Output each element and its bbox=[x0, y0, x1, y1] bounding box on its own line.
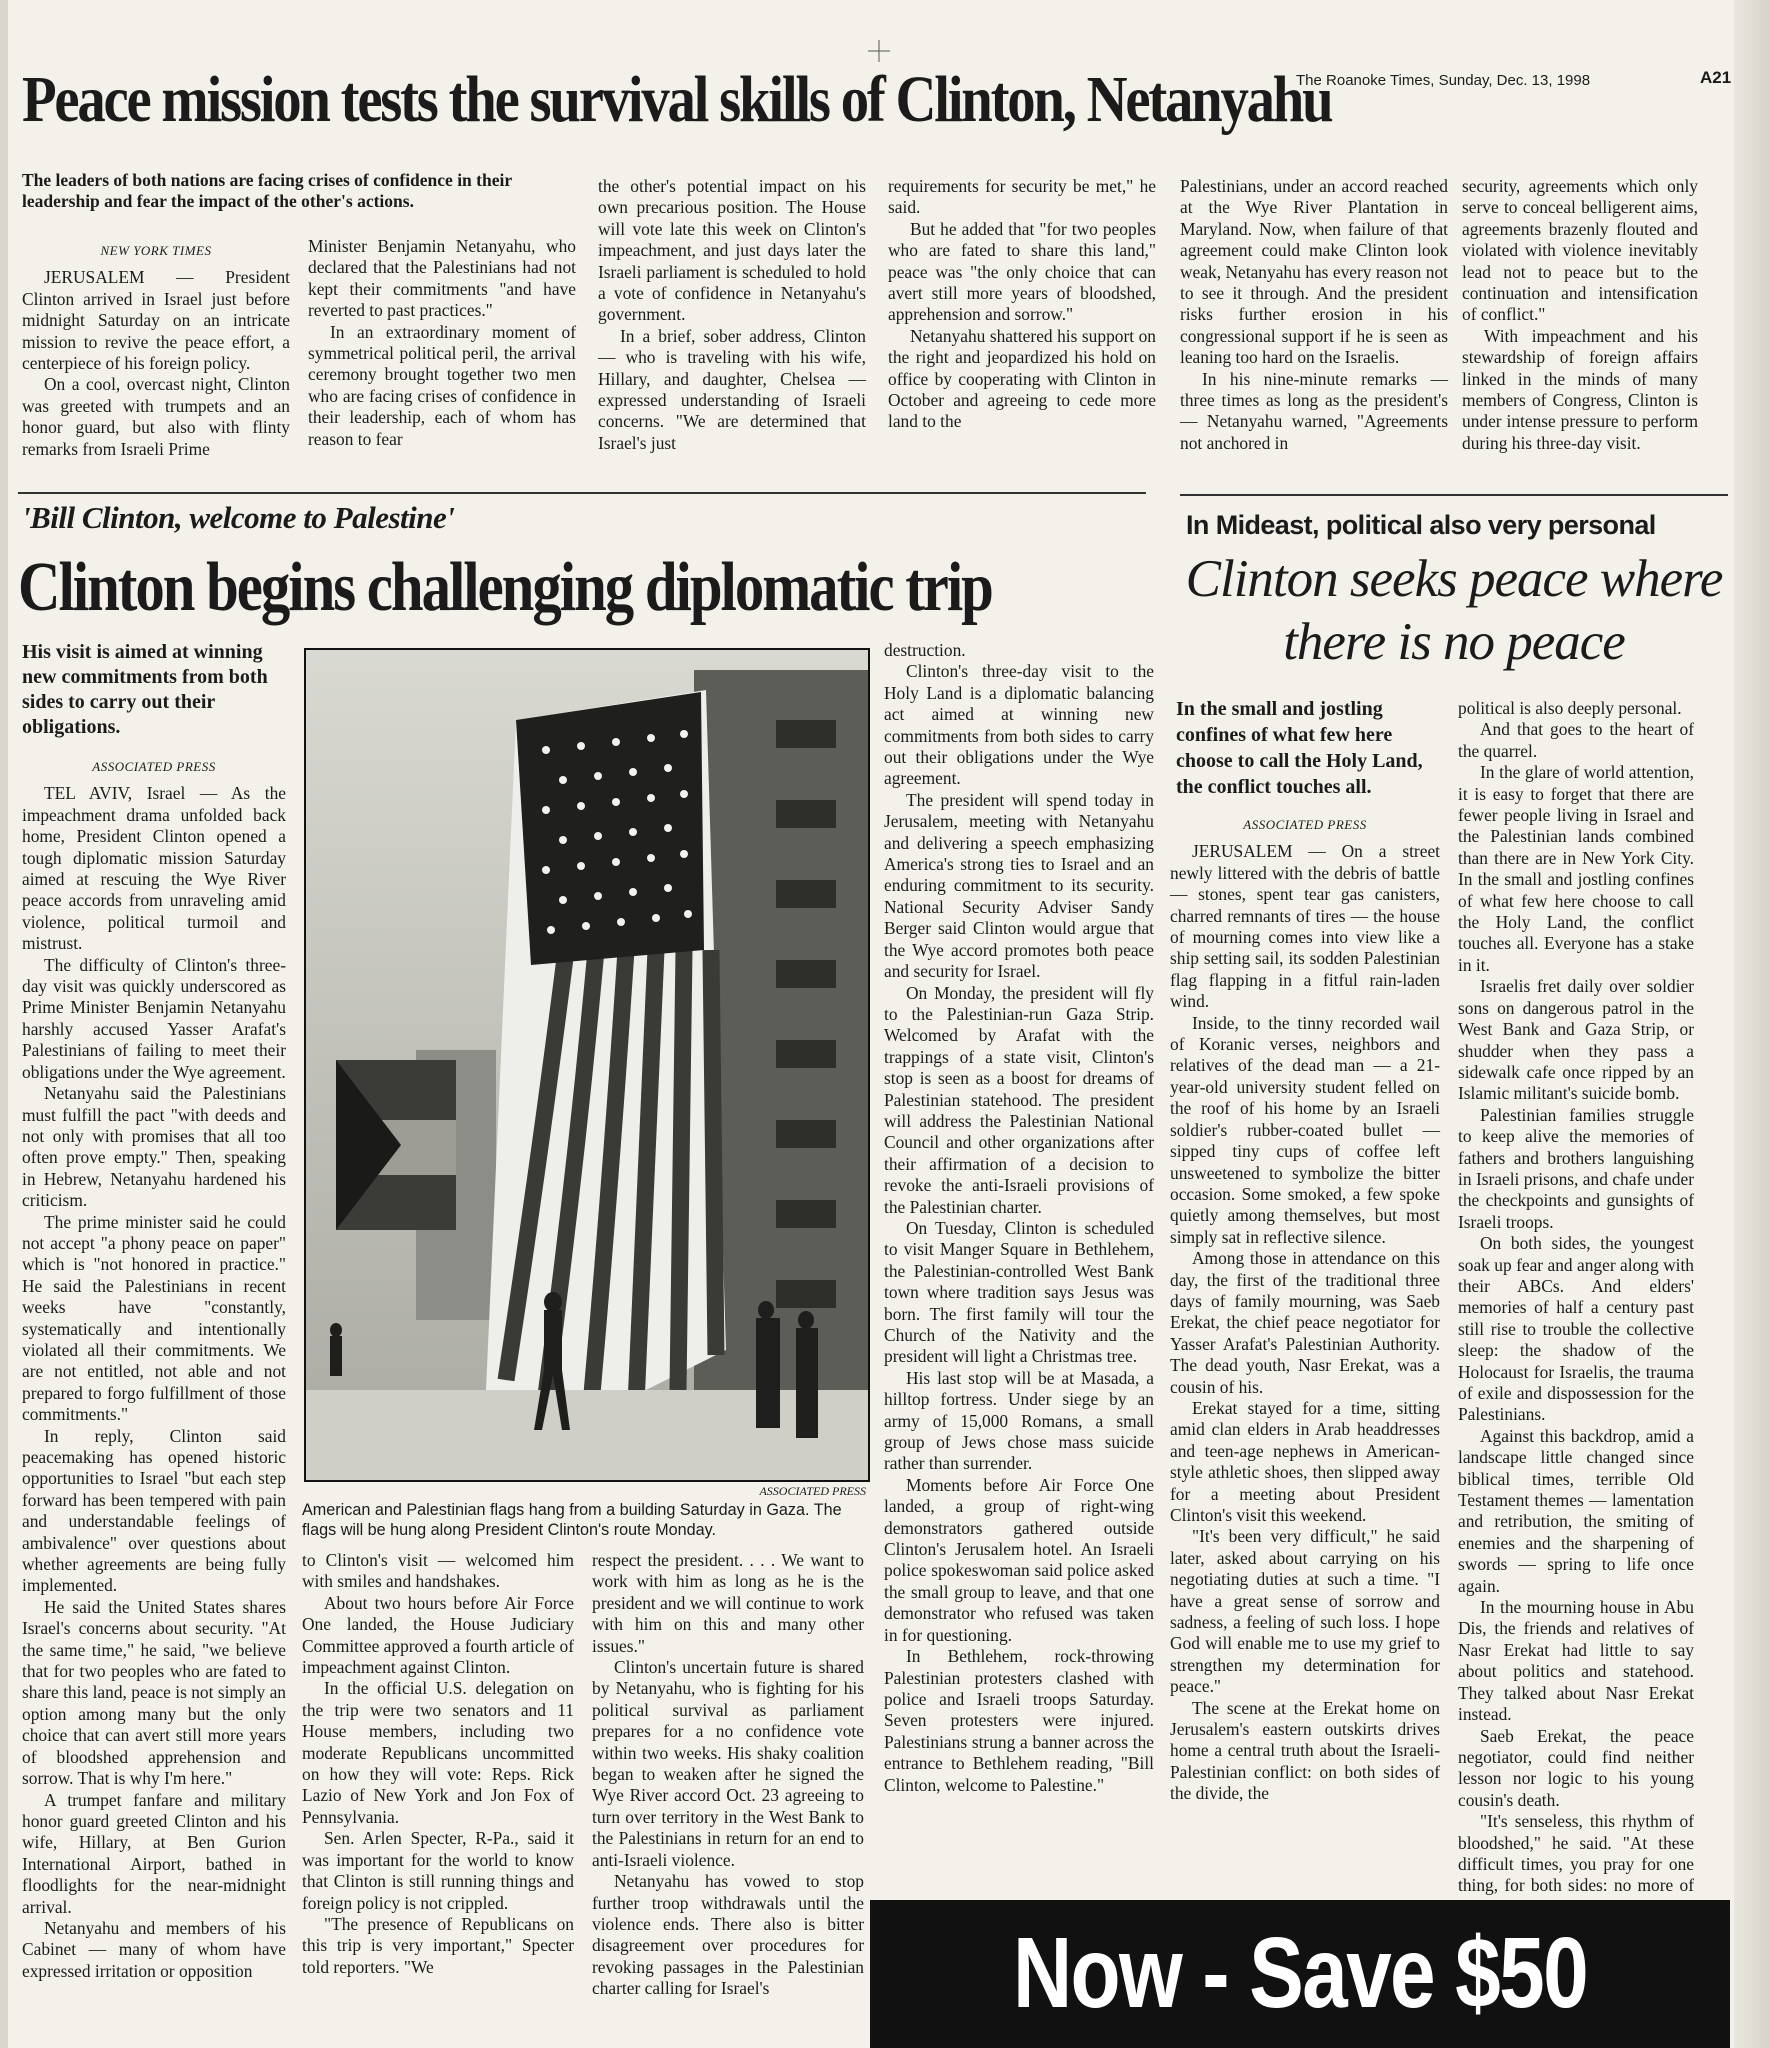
paragraph: Against this backdrop, amid a landscape little changed since biblical times, terrible Old Testament themes — lamentation and retribution, the smiting of enemies and the sharpening of swords — spring to life once again. bbox=[1458, 1425, 1694, 1596]
paragraph: In the glare of world attention, it is easy to forget that there are fewer people living in Israel and the Palestinian lands combined than there are in New York City. In the small and jostling confines of what few here choose to call the Holy Land, the conflict touches all. Everyone has a stake in it. bbox=[1458, 762, 1694, 975]
paragraph: Netanyahu shattered his support on the right and jeopardized his hold on office by cooperating with Clinton in October and agreeing to cede more land to the bbox=[888, 325, 1156, 432]
paragraph: He said the United States shares Israel's concerns about security. "At the same time," he said, "we believe that for two peoples who are fated to share this land, peace is not simply an option among many but the only choice that can avert still more years of bloodshed apprehension and sorrow. That is why I'm here." bbox=[22, 1596, 286, 1789]
paragraph: But he added that "for two peoples who are fated to share this land," peace was "the only choice that can avert still more years of bloodshed, apprehension and sorrow." bbox=[888, 218, 1156, 325]
story1-headline: Peace mission tests the survival skills of Clinton, Netanyahu bbox=[22, 63, 1332, 136]
story2-column-1 bbox=[22, 752, 286, 1982]
paragraph: requirements for security be met," he said. bbox=[888, 176, 1156, 218]
photo-caption: American and Palestinian flags hang from a building Saturday in Gaza. The flags will be hung along President Clinton's route Monday. bbox=[302, 1501, 842, 1539]
paragraph: The prime minister said he could not accept "a phony peace on paper" which is "not honored in practice." He said the Palestinians in recent weeks have "constantly, systematically and intentionally violated all their commitments. We are not entitled, not able and not prepared to forgo fulfillment of those commitments." bbox=[22, 1211, 286, 1425]
american-flag bbox=[486, 690, 726, 1410]
story3-deck: In the small and jostling confines of what few here choose to call the Holy Land, the conflict touches all. bbox=[1176, 698, 1423, 798]
story1-column-4 bbox=[888, 176, 1156, 433]
paragraph: Clinton's three-day visit to the Holy Land is a diplomatic balancing act aimed at winning new commitments from both sides to carry out their obligations under the Wye agreement. bbox=[884, 661, 1154, 789]
story1-byline: NEW YORK TIMES bbox=[100, 243, 212, 258]
story1-column-3 bbox=[598, 176, 866, 454]
story1-column-5 bbox=[1180, 176, 1448, 454]
masthead-page-number: A21 bbox=[1700, 68, 1732, 87]
paragraph: With impeachment and his stewardship of foreign affairs linked in the minds of many members of Congress, Clinton is under intense pressure to perform during his three-day visit. bbox=[1462, 325, 1698, 453]
paragraph: Netanyahu and members of his Cabinet — many of whom have expressed irritation or opposition bbox=[22, 1917, 286, 1981]
paragraph: the other's potential impact on his own precarious position. The House will vote late this week on Clinton's impeachment, and just days later the Israeli parliament is scheduled to hold a vote of confidence in Netanyahu's government. bbox=[598, 176, 866, 325]
paragraph: destruction. bbox=[884, 640, 966, 660]
paragraph: The difficulty of Clinton's three-day visit was quickly underscored as Prime Minister Benjamin Netanyahu harshly accused Yasser Arafat's Palestinians of failing to meet their obligations under the Wye agreement. bbox=[22, 954, 286, 1082]
paragraph: Minister Benjamin Netanyahu, who declared that the Palestinians had not kept their commitments "and have reverted to past practices." bbox=[308, 236, 576, 321]
photo-credit: ASSOCIATED PRESS bbox=[759, 1484, 866, 1498]
paragraph: In Bethlehem, rock-throwing Palestinian protesters clashed with police and Israeli troops Saturday. Seven protesters were injured. Palestinians strung a banner across the entrance to Bethlehem reading, "Bill Clinton, welcome to Palestine." bbox=[884, 1646, 1154, 1795]
story3-headline: Clinton seeks peace where there is no peace bbox=[1185, 550, 1723, 671]
palestinian-flag bbox=[336, 1060, 456, 1230]
story1-column-6 bbox=[1462, 176, 1698, 454]
paragraph: The president will spend today in Jerusalem, meeting with Netanyahu and delivering a speech emphasizing America's strong ties to Israel and an enduring commitment to its security. National Security Adviser Sandy Berger said Clinton would argue that the Wye accord promotes both peace and security for Israel. bbox=[884, 789, 1154, 982]
paragraph: Erekat stayed for a time, sitting amid clan elders in Arab headdresses and teen-age nephews in American-style athletic shoes, then slipped away for a meeting about President Clinton's visit this weekend. bbox=[1170, 1397, 1440, 1525]
paragraph: Netanyahu said the Palestinians must fulfill the pact "with deeds and not only with promises that all too often prove empty." Then, speaking in Hebrew, Netanyahu hardened his criticism. bbox=[22, 1083, 286, 1211]
paragraph: Palestinians, under an accord reached at the Wye River Plantation in Maryland. Now, when failure of that agreement could make Clinton look weak, Netanyahu has every reason not to see it through. And the president risks further erosion in his congressional support if he is seen as leaning too hard on the Israelis. bbox=[1180, 176, 1448, 368]
paragraph: Clinton's uncertain future is shared by Netanyahu, who is fighting for his political survival as parliament prepares for a no confidence vote within two weeks. His shaky coalition began to weaken after he signed the Wye River accord Oct. 23 agreeing to turn over territory in the West Bank to the Palestinians in return for an end to anti-Israeli violence. bbox=[592, 1657, 864, 1870]
paragraph: Inside, to the tinny recorded wail of Koranic verses, neighbors and relatives of the dead man — a 21-year-old university student felled on the roof of his home by an Israeli soldier's rubber-coated bullet — sipped tiny cups of coffee left unsweetened to symbolize the bitter occasion. Some smoked, a few spoke quietly among themselves, but most simply sat in reflective silence. bbox=[1170, 1012, 1440, 1247]
paragraph: "It's been very difficult," he said later, asked about carrying on his negotiating duties at such a time. "I have a great sense of sorrow and sadness, a feeling of such loss. I hope God will enable me to use my grief to strengthen my determination for peace." bbox=[1170, 1526, 1440, 1697]
paragraph: Moments before Air Force One landed, a group of right-wing demonstrators gathered outside Clinton's Jerusalem hotel. An Israeli police spokeswoman said police asked the small group to leave, and that one demonstrator who refused was taken in for questioning. bbox=[884, 1474, 1154, 1645]
story3-byline: ASSOCIATED PRESS bbox=[1243, 817, 1367, 832]
paragraph: His last stop will be at Masada, a hilltop fortress. Under siege by an army of 15,000 Romans, a small group of Jews chose mass suicide rather than surrender. bbox=[884, 1367, 1154, 1474]
page-edge bbox=[0, 0, 8, 2048]
paragraph: In reply, Clinton said peacemaking has opened historic opportunities to Israel "but each step forward has been tempered with pain and understandable feelings of ambivalence" over questions about whether agreements are being fully implemented. bbox=[22, 1425, 286, 1596]
story3-column-1 bbox=[1170, 810, 1440, 1805]
story2-headline: Clinton begins challenging diplomatic trip bbox=[18, 549, 992, 626]
paragraph: About two hours before Air Force One landed, the House Judiciary Committee approved a fourth article of impeachment against Clinton. bbox=[302, 1592, 574, 1678]
story1-deck: The leaders of both nations are facing crises of confidence in their leadership and fear the impact of the other's actions. bbox=[22, 170, 512, 211]
paragraph: TEL AVIV, Israel — As the impeachment drama unfolded back home, President Clinton opened a tough diplomatic mission Saturday aimed at rescuing the Wye River peace accords from unraveling amid violence, political turmoil and mistrust. bbox=[22, 783, 286, 954]
page-edge bbox=[1734, 0, 1769, 2048]
paragraph: respect the president. . . . We want to work with him as long as he is the president and we will continue to work with him on this and many other issues." bbox=[592, 1550, 864, 1656]
flags-photo-image bbox=[306, 650, 868, 1480]
paragraph: "The presence of Republicans on this trip is very important," Specter told reporters. "We bbox=[302, 1913, 574, 1977]
registration-mark bbox=[868, 40, 890, 62]
paragraph: to Clinton's visit — welcomed him with smiles and handshakes. bbox=[302, 1550, 574, 1592]
paragraph: In an extraordinary moment of symmetrical political peril, the arrival ceremony brought together two men who are facing crises of confidence in their leadership, each of whom has reason to fear bbox=[308, 321, 576, 449]
story2-deck: His visit is aimed at winning new commitments from both sides to carry out their obligations. bbox=[22, 641, 268, 738]
paragraph: "It's senseless, this rhythm of bloodshed," he said. "At these difficult times, you pray for one thing, for both sides: no more of bbox=[1458, 1811, 1694, 1896]
paragraph: Israelis fret daily over soldier sons on dangerous patrol in the West Bank and Gaza Strip, or shudder when they pass a sidewalk cafe once ripped by an Islamic militant's suicide bomb. bbox=[1458, 976, 1694, 1104]
paragraph: In a brief, sober address, Clinton — who is traveling with his wife, Hillary, and daughter, Chelsea — expressed understanding of Israeli concerns. "We are determined that Israel's just bbox=[598, 325, 866, 453]
paragraph: On both sides, the youngest soak up fear and anger along with their ABCs. And elders' memories of half a century past still rise to trouble the collective sleep: the shadow of the Holocaust for Israelis, the trauma of exile and dispossession for the Palestinians. bbox=[1458, 1233, 1694, 1425]
story1-column-2 bbox=[308, 236, 576, 450]
paragraph: Saeb Erekat, the peace negotiator, could find neither lesson nor logic to his young cousin's death. bbox=[1458, 1725, 1694, 1810]
paragraph: JERUSALEM — President Clinton arrived in Israel just before midnight Saturday on an intricate mission to revive the peace effort, a centerpiece of his foreign policy. bbox=[22, 267, 290, 374]
story3-kicker: In Mideast, political also very personal bbox=[1186, 510, 1656, 540]
paragraph: A trumpet fanfare and military honor guard greeted Clinton and his wife, Hillary, at Ben Gurion International Airport, bathed in floodlights for the near-midnight arrival. bbox=[22, 1789, 286, 1917]
ad-text: Now - Save $50 bbox=[1012, 1917, 1588, 2029]
paragraph: In the official U.S. delegation on the trip were two senators and 11 House members, including two moderate Republicans uncommitted on how they will vote: Reps. Rick Lazio of New York and Jon Fox of Pennsylvania. bbox=[302, 1678, 574, 1827]
ad-banner[interactable] bbox=[870, 1900, 1730, 2048]
flags-photo bbox=[304, 648, 870, 1482]
paragraph: Palestinian families struggle to keep alive the memories of fathers and brothers languishing in Israeli prisons, and chafe under the checkpoints and gunsights of Israeli troops. bbox=[1458, 1104, 1694, 1232]
divider-rule bbox=[1180, 494, 1728, 496]
paragraph: On a cool, overcast night, Clinton was greeted with trumpets and an honor guard, but also with flinty remarks from Israeli Prime bbox=[22, 374, 290, 459]
paragraph: Among those in attendance on this day, the first of the traditional three days of family mourning, was Saeb Erekat, the chief peace negotiator for Yasser Arafat's Palestinian Authority. The dead youth, Nasr Erekat, was a cousin of his. bbox=[1170, 1248, 1440, 1397]
paragraph: The scene at the Erekat home on Jerusalem's eastern outskirts drives home a central truth about the Israeli-Palestinian conflict: on both sides of the divide, the bbox=[1170, 1697, 1440, 1804]
paragraph: In his nine-minute remarks — three times as long as the president's — Netanyahu warned, "Agreements not anchored in bbox=[1180, 368, 1448, 453]
masthead-paper: The Roanoke Times, Sunday, Dec. 13, 1998 bbox=[1296, 72, 1591, 89]
paragraph: In the mourning house in Abu Dis, the friends and relatives of Nasr Erekat had little to say about politics and statehood. They talked about Nasr Erekat instead. bbox=[1458, 1597, 1694, 1725]
story2-column-3 bbox=[592, 1550, 864, 2000]
story3-column-2 bbox=[1458, 698, 1694, 1918]
paragraph: security, agreements which only serve to conceal belligerent aims, agreements brazenly flouted and violated with violence inevitably lead not to peace but to the continuation and intensification of conflict." bbox=[1462, 176, 1698, 325]
story2-column-2 bbox=[302, 1550, 574, 1978]
story1-column-1 bbox=[22, 236, 290, 460]
paragraph: On Monday, the president will fly to the Palestinian-run Gaza Strip. Welcomed by Arafat with the trappings of a state visit, Clinton's stop is seen as a boost for dreams of Palestinian statehood. The president will address the Palestinian National Council and other organizations after their affirmation of a decision to revoke the anti-Israeli provisions of the Palestinian charter. bbox=[884, 982, 1154, 1217]
paragraph: And that goes to the heart of the quarrel. bbox=[1458, 719, 1694, 761]
story2-byline: ASSOCIATED PRESS bbox=[92, 759, 216, 774]
paragraph: On Tuesday, Clinton is scheduled to visit Manger Square in Bethlehem, the Palestinian-controlled West Bank town where tradition says Jesus was born. The first family will tour the Church of the Nativity and the president will light a Christmas tree. bbox=[884, 1217, 1154, 1367]
story2-column-4 bbox=[884, 640, 1154, 1796]
story2-kicker: 'Bill Clinton, welcome to Palestine' bbox=[22, 500, 455, 535]
paragraph: Netanyahu has vowed to stop further troop withdrawals until the violence ends. There also is bitter disagreement over procedures for revoking passages in the Palestinian charter calling for Israel's bbox=[592, 1871, 864, 1999]
paragraph: Sen. Arlen Specter, R-Pa., said it was important for the world to know that Clinton is still running things and foreign policy is not crippled. bbox=[302, 1828, 574, 1913]
divider-rule bbox=[18, 492, 1146, 494]
paragraph: political is also deeply personal. bbox=[1458, 698, 1682, 718]
paragraph: JERUSALEM — On a street newly littered with the debris of battle — stones, spent tear gas canisters, charred remnants of tires — the house of mourning comes into view like a ship setting sail, its sodden Palestinian flag flapping in a fitful rain-laden wind. bbox=[1170, 841, 1440, 1012]
